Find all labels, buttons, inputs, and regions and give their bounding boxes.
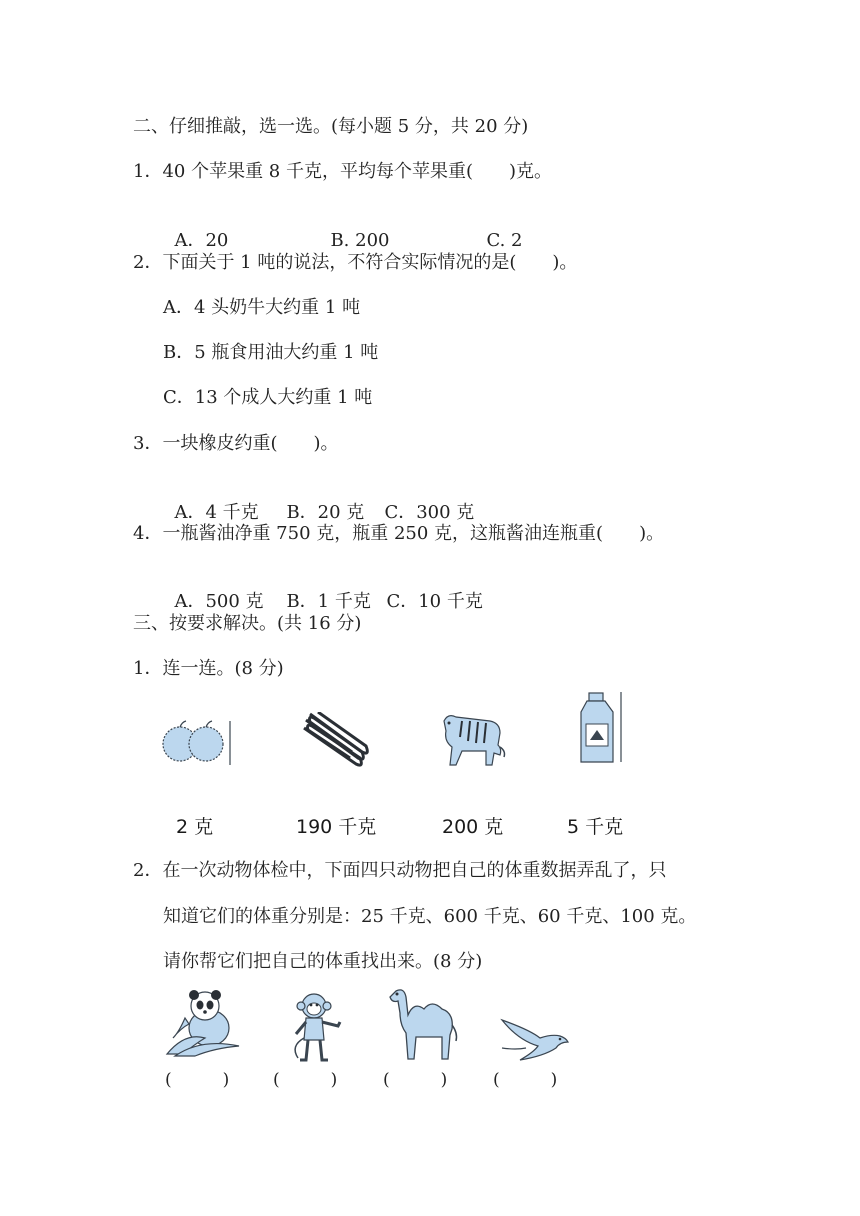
swallow-icon xyxy=(500,1018,570,1062)
monkey-icon xyxy=(288,990,346,1064)
section-3-question-2-line-2: 知道它们的体重分别是：25 千克、600 千克、60 千克、100 克。 xyxy=(163,906,697,927)
question-1-option-c: C. 2 xyxy=(486,230,523,251)
question-1-stem: 1．40 个苹果重 8 千克，平均每个苹果重( )克。 xyxy=(133,161,553,182)
question-3-option-c: C．300 克 xyxy=(384,502,475,523)
section-3-question-2-line-3: 请你帮它们把自己的体重找出来。(8 分) xyxy=(163,951,483,972)
question-3-option-a: A．4 千克 xyxy=(174,502,259,523)
question-1-option-b: B. 200 xyxy=(330,230,390,251)
question-4-options xyxy=(163,566,483,614)
apples-icon xyxy=(160,715,236,769)
answer-blank-monkey[interactable]: ( ) xyxy=(273,1070,338,1090)
question-4-stem: 4．一瓶酱油净重 750 克，瓶重 250 克，这瓶酱油连瓶重( )。 xyxy=(133,523,665,544)
question-3-option-b: B．20 克 xyxy=(286,502,365,523)
section-3-question-2-line-1: 2．在一次动物体检中，下面四只动物把自己的体重数据弄乱了，只 xyxy=(133,860,667,881)
question-4-option-c: C．10 千克 xyxy=(386,591,483,612)
section-3-question-1-stem: 1．连一连。(8 分) xyxy=(133,658,284,679)
question-1-option-a: A．20 xyxy=(174,230,229,251)
question-2-option-a: A．4 头奶牛大约重 1 吨 xyxy=(163,297,361,318)
paperclips-icon xyxy=(300,712,374,768)
weight-label-4: 5 千克 xyxy=(567,816,624,838)
weight-label-3: 200 克 xyxy=(442,816,504,838)
panda-icon xyxy=(165,988,241,1058)
section-3-title: 三、按要求解决。(共 16 分) xyxy=(133,613,362,634)
question-4-option-b: B．1 千克 xyxy=(286,591,371,612)
camel-icon xyxy=(386,985,462,1063)
question-1-options xyxy=(163,205,522,253)
answer-blank-panda[interactable]: ( ) xyxy=(165,1070,230,1090)
question-3-stem: 3．一块橡皮约重( )。 xyxy=(133,433,339,454)
weight-label-2: 190 千克 xyxy=(296,816,377,838)
section-2-title: 二、仔细推敲，选一选。(每小题 5 分，共 20 分) xyxy=(133,116,529,137)
question-2-option-c: C．13 个成人大约重 1 吨 xyxy=(163,387,373,408)
answer-blank-swallow[interactable]: ( ) xyxy=(493,1070,558,1090)
question-2-option-b: B．5 瓶食用油大约重 1 吨 xyxy=(163,342,379,363)
question-2-stem: 2．下面关于 1 吨的说法，不符合实际情况的是( )。 xyxy=(133,252,578,273)
answer-blank-camel[interactable]: ( ) xyxy=(383,1070,448,1090)
tiger-icon xyxy=(438,707,508,769)
oil-bottle-icon xyxy=(577,690,627,768)
weight-label-1: 2 克 xyxy=(176,816,214,838)
question-4-option-a: A．500 克 xyxy=(174,591,264,612)
question-3-options xyxy=(163,477,474,525)
